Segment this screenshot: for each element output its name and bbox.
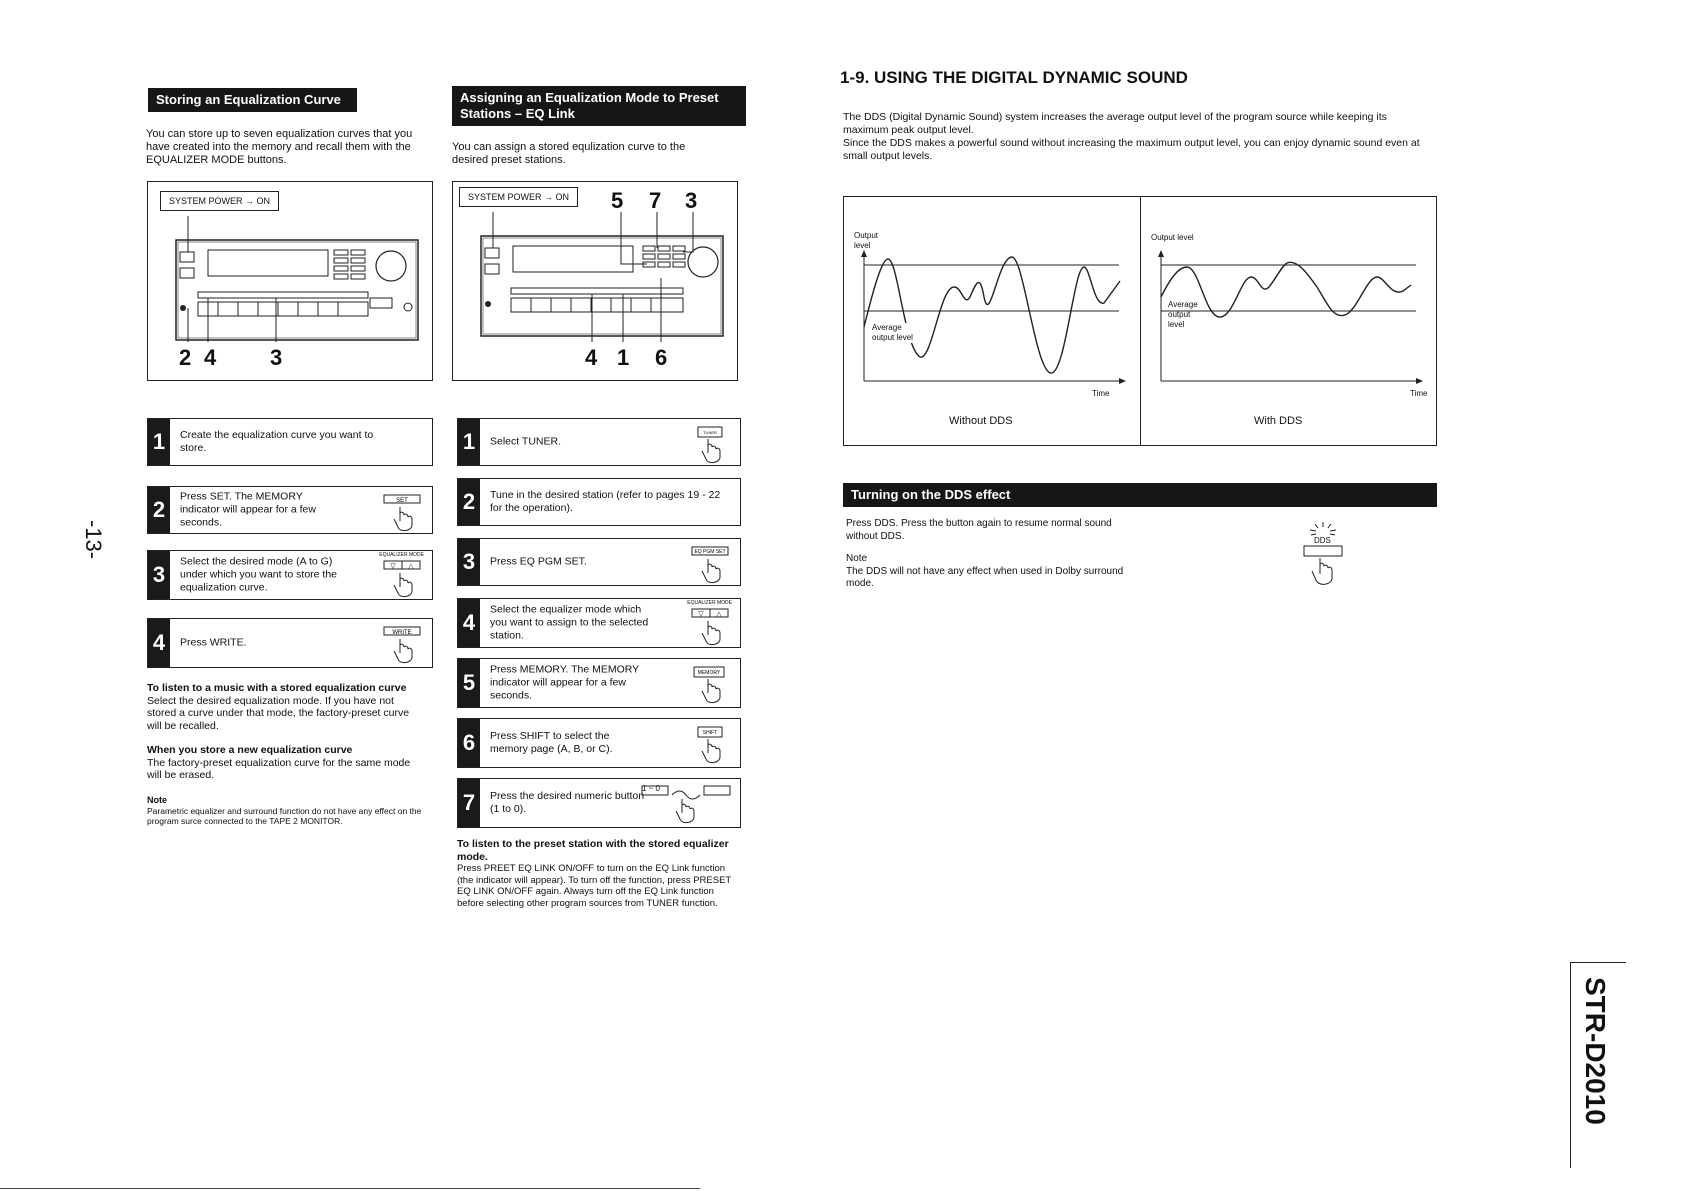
caption-without-dds: Without DDS [949, 415, 1013, 427]
step-number: 5 [458, 659, 480, 707]
intro-paragraph-1: The DDS (Digital Dynamic Sound) system increases the average output level of the program source while keeping its maximum peak output level. [843, 111, 1387, 136]
memory-button-icon [688, 665, 732, 707]
svg-text:MEMORY: MEMORY [697, 670, 721, 676]
middle-step-5 [457, 658, 741, 708]
eq-mode-label: EQUALIZER MODE [687, 600, 732, 606]
svg-text:EQ PGM SET: EQ PGM SET [694, 549, 726, 555]
svg-text:WRITE: WRITE [392, 630, 412, 636]
dds-button-icon [1298, 520, 1348, 594]
dds-note-text: The DDS will not have any effect when used in Dolby surround mode. [846, 565, 1124, 589]
middle-step-3 [457, 538, 741, 586]
callout-3: 3 [685, 188, 698, 213]
callout-3: 3 [270, 345, 283, 370]
middle-step-1 [457, 418, 741, 466]
left-step-2 [147, 486, 433, 534]
svg-text:▽: ▽ [698, 611, 704, 618]
avg-label-with: Average output level [1168, 300, 1198, 329]
middle-section-header [452, 86, 746, 126]
system-power-label: SYSTEM POWER → ON [160, 191, 279, 211]
svg-text:△: △ [408, 563, 414, 570]
eq-pgm-set-button-icon [688, 545, 732, 587]
system-power-label: SYSTEM POWER → ON [459, 187, 578, 207]
numeric-range-label: 1 ~ 0 [641, 784, 660, 793]
avg-label-without: Average output level [872, 323, 916, 343]
step-text: Press WRITE. [180, 636, 247, 649]
middle-step-2 [457, 478, 741, 526]
svg-text:TUNER: TUNER [703, 430, 717, 435]
svg-text:△: △ [716, 611, 722, 618]
callout-4: 4 [204, 345, 217, 370]
step-text: Press EQ PGM SET. [490, 555, 587, 568]
receiver-diagram-middle [452, 181, 738, 381]
callout-2: 2 [179, 345, 192, 370]
middle-note [457, 838, 742, 909]
step-number: 1 [458, 419, 480, 465]
left-step-4 [147, 618, 433, 668]
caption-with-dds: With DDS [1254, 415, 1303, 427]
xlabel-without: Time [1092, 389, 1110, 398]
left-step-3 [147, 550, 433, 600]
step-number: 1 [148, 419, 170, 465]
callout-6: 6 [655, 345, 668, 370]
note-title: To listen to the preset station with the stored equalizer mode. [457, 838, 729, 863]
note-text: Press PREET EQ LINK ON/OFF to turn on the EQ Link function (the indicator will appear). To turn off the function, press PRESET EQ LINK ON/OFF again. Always turn off the EQ Link function before selecting other program sources from TUNER function. [457, 863, 732, 909]
right-intro [843, 111, 1423, 163]
tuner-button-icon [688, 425, 732, 467]
dds-instructions [846, 518, 1136, 591]
note-title: To listen to a music with a stored equalization curve [147, 682, 407, 694]
dds-note-title: Note [846, 553, 868, 564]
svg-text:SET: SET [396, 498, 408, 504]
step-number: 6 [458, 719, 480, 767]
middle-step-7 [457, 778, 741, 828]
note-title: When you store a new equalization curve [147, 744, 353, 756]
eq-mode-label: EQUALIZER MODE [379, 552, 424, 558]
press-dds-text: Press DDS. Press the button again to resume normal sound without DDS. [846, 518, 1112, 542]
step-text: Press the desired numeric button (1 to 0). [490, 790, 645, 815]
note-text: Select the desired equalization mode. If you have not stored a curve under that mode, the factory-preset curve will be recalled. [147, 694, 410, 732]
dds-label: DDS [1314, 536, 1331, 545]
model-tab: STR-D2010 [1570, 962, 1626, 1168]
step-text: Tune in the desired station (refer to pages 19 - 22 for the operation). [490, 489, 721, 514]
callout-4: 4 [585, 345, 598, 370]
write-button-icon [380, 625, 424, 667]
step-text: Press MEMORY. The MEMORY indicator will appear for a few seconds. [490, 663, 639, 702]
middle-step-4 [457, 598, 741, 648]
dds-effect-header: Turning on the DDS effect [843, 483, 1437, 507]
dds-button-illustration [1298, 520, 1348, 594]
section-title: 1-9. USING THE DIGITAL DYNAMIC SOUND [840, 68, 1188, 87]
step-text: Create the equalization curve you want to store. [180, 429, 374, 454]
left-notes [147, 682, 422, 826]
svg-text:▽: ▽ [390, 563, 396, 570]
eq-mode-button-icon [380, 559, 424, 601]
svg-text:SHIFT: SHIFT [702, 730, 718, 736]
header-line-1: Assigning an Equalization Mode to Preset [460, 90, 719, 105]
note-text: The factory-preset equalization curve for the same mode will be erased. [147, 756, 411, 781]
ylabel-without: Output level [854, 231, 879, 250]
middle-intro: You can assign a stored equlization curve to the desired preset stations. [452, 141, 686, 166]
note-title: Note [147, 794, 167, 805]
step-text: Select TUNER. [490, 435, 561, 448]
header-line-2: Stations – EQ Link [460, 106, 575, 121]
step-text: Select the desired mode (A to G) under which you want to store the equalization curve. [180, 555, 338, 594]
left-step-1 [147, 418, 433, 466]
xlabel-with: Time [1410, 389, 1428, 398]
ylabel-with: Output level [1151, 233, 1194, 242]
step-text: Press SHIFT to select the memory page (A, B, or C). [490, 730, 613, 755]
page-number: -13- [81, 520, 106, 560]
callout-7: 7 [649, 188, 662, 213]
step-number: 3 [148, 551, 170, 599]
step-number: 3 [458, 539, 480, 585]
step-text: Select the equalizer mode which you want to assign to the selected station. [490, 603, 649, 642]
intro-paragraph-2: Since the DDS makes a powerful sound without increasing the maximum output level, you can enjoy dynamic sound even at small output levels. [843, 137, 1420, 162]
left-intro: You can store up to seven equalization curves that you have created into the memory and recall them with the EQUALIZER MODE buttons. [146, 128, 413, 166]
step-number: 4 [458, 599, 480, 647]
callout-5: 5 [611, 188, 624, 213]
receiver-diagram-left [147, 181, 433, 381]
middle-step-6 [457, 718, 741, 768]
step-number: 2 [458, 479, 480, 525]
step-text: Press SET. The MEMORY indicator will appear for a few seconds. [180, 490, 316, 529]
dds-graphs [843, 196, 1437, 446]
note-text: Parametric equalizer and surround function do not have any effect on the program surce connected to the TAPE 2 MONITOR. [147, 806, 422, 826]
callout-1: 1 [617, 345, 630, 370]
shift-button-icon [688, 725, 732, 767]
eq-mode-button-icon [688, 607, 732, 649]
step-number: 2 [148, 487, 170, 533]
step-number: 7 [458, 779, 480, 827]
step-number: 4 [148, 619, 170, 667]
bottom-rule [0, 1188, 700, 1189]
set-button-icon [380, 493, 424, 535]
left-section-header: Storing an Equalization Curve [148, 88, 357, 112]
